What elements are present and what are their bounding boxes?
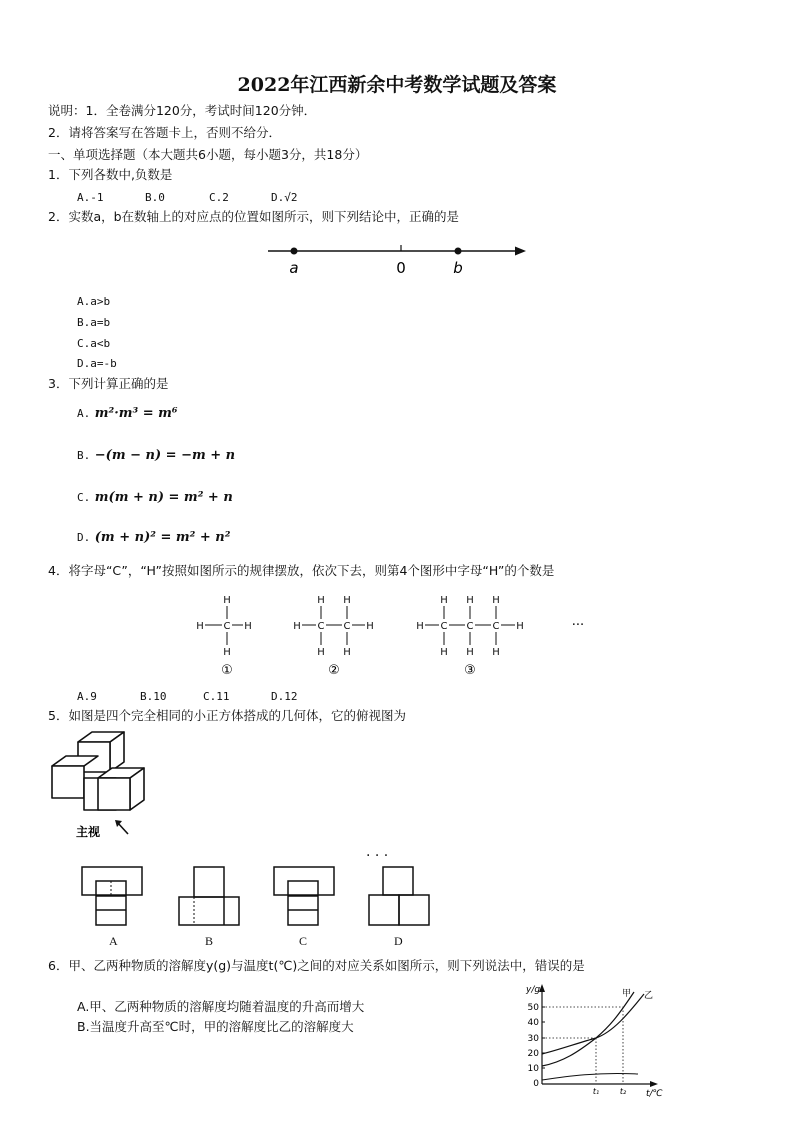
svg-text:H: H	[244, 621, 252, 632]
front-view-label: 主视	[76, 825, 101, 839]
y-tick-10: 10	[527, 1064, 539, 1074]
q2-option-a: A.a>b	[77, 295, 111, 308]
x-tick-t1: t₁	[592, 1087, 600, 1096]
curve-yi	[542, 994, 644, 1054]
question-2-stem: 2．实数a，b在数轴上的对应点的位置如图所示，则下列结论中，正确的是	[48, 209, 460, 224]
svg-text:H: H	[466, 595, 474, 606]
graph-y-label: y/g	[526, 985, 541, 995]
q6-option-b: B.当温度升高至℃时，甲的溶解度比乙的溶解度大	[77, 1019, 354, 1034]
number-line-figure	[260, 238, 540, 280]
q5-option-b-label: B	[205, 934, 214, 948]
svg-text:C: C	[466, 621, 474, 632]
graph-x-label: t/℃	[646, 1089, 663, 1098]
svg-text:H: H	[196, 621, 204, 632]
svg-text:H: H	[223, 595, 231, 606]
y-tick-40: 40	[527, 1018, 539, 1028]
q4-option-b: B.10	[140, 690, 167, 703]
point-a	[291, 248, 298, 255]
q2-option-b: B.a=b	[77, 316, 111, 329]
q1-option-b: B.0	[145, 191, 165, 204]
series-label-yi: 乙	[644, 991, 654, 1001]
figure-label-1: ①	[221, 663, 233, 678]
q3-option-a-letter: A.	[77, 407, 91, 420]
y-tick-30: 30	[527, 1034, 539, 1044]
q3-option-a-expression: m²·m³ = m⁶	[94, 406, 178, 421]
svg-text:H: H	[440, 647, 448, 658]
figure-ellipsis: ···	[571, 618, 585, 633]
curve-jia	[542, 992, 634, 1066]
svg-text:H: H	[466, 647, 474, 658]
q1-option-a: A.-1	[77, 191, 104, 204]
q2-option-d: D.a=-b	[77, 357, 117, 370]
q6-option-a: A.甲、乙两种物质的溶解度均随着温度的升高而增大	[77, 999, 365, 1014]
q3-option-c-letter: C.	[77, 491, 91, 504]
question-6-stem: 6．甲、乙两种物质的溶解度y(g)与温度t(℃)之间的对应关系如图所示，则下列说法中，错误的是	[48, 958, 585, 973]
cubes-solid-figure	[40, 728, 160, 846]
q3-option-b-letter: B.	[77, 449, 91, 462]
molecule-2	[293, 595, 374, 658]
q5-option-c-figure	[272, 865, 336, 927]
q3-option-c-expression: m(m + n) = m² + n	[94, 490, 233, 505]
q5-option-c-label: C	[299, 934, 308, 948]
svg-text:H: H	[343, 647, 351, 658]
point-b	[455, 248, 462, 255]
instructions-line-1: 说明：1．全卷满分120分，考试时间120分钟．	[48, 103, 317, 118]
question-4-stem: 4．将字母“C”，“H”按照如图所示的规律摆放，依次下去，则第4个图形中字母“H”的个数是	[48, 563, 555, 578]
question-3-stem: 3．下列计算正确的是	[48, 376, 169, 391]
svg-text:H: H	[317, 647, 325, 658]
svg-text:H: H	[492, 647, 500, 658]
figure-label-3: ③	[464, 663, 476, 678]
figure-label-2: ②	[328, 663, 340, 678]
label-a: a	[289, 259, 299, 277]
graph-x-arrow	[650, 1081, 658, 1087]
q5-option-a-figure	[80, 865, 144, 927]
svg-text:H: H	[317, 595, 325, 606]
q4-option-c: C.11	[203, 690, 230, 703]
q2-option-c: C.a<b	[77, 337, 111, 350]
q5-option-a-label: A	[109, 934, 118, 948]
q1-option-d: D.√2	[271, 191, 298, 204]
q5-option-d-figure	[367, 865, 431, 927]
section-heading: 一、单项选择题（本大题共6小题，每小题3分，共18分）	[48, 147, 368, 162]
svg-text:H: H	[293, 621, 301, 632]
q3-option-a	[77, 406, 178, 421]
q1-option-c: C.2	[209, 191, 229, 204]
q3-option-b-expression: −(m − n) = −m + n	[94, 448, 236, 463]
svg-text:C: C	[343, 621, 351, 632]
svg-text:H: H	[516, 621, 524, 632]
q4-option-a: A.9	[77, 690, 97, 703]
options-ellipsis: · · ·	[366, 848, 389, 864]
label-b: b	[453, 259, 463, 277]
number-line-arrow	[515, 247, 526, 256]
solubility-graph	[518, 980, 668, 1098]
q3-option-d-expression: (m + n)² = m² + n²	[94, 530, 231, 545]
q5-option-b-figure	[177, 865, 241, 927]
svg-text:H: H	[223, 647, 231, 658]
molecule-pattern-figure	[180, 588, 600, 680]
curve-baseline	[542, 1073, 638, 1080]
svg-text:H: H	[343, 595, 351, 606]
q3-option-d	[77, 530, 230, 545]
svg-text:H: H	[440, 595, 448, 606]
question-1-stem: 1．下列各数中,负数是	[48, 167, 173, 182]
y-tick-50: 50	[527, 1003, 539, 1013]
instructions-line-2: 2．请将答案写在答题卡上，否则不给分．	[48, 125, 281, 140]
question-5-stem: 5．如图是四个完全相同的小正方体搭成的几何体，它的俯视图为	[48, 708, 406, 723]
series-label-jia: 甲	[622, 989, 632, 999]
q3-option-d-letter: D.	[77, 531, 91, 544]
q3-option-b	[77, 448, 235, 463]
svg-text:C: C	[440, 621, 448, 632]
molecule-3	[416, 595, 524, 658]
label-zero: 0	[396, 259, 406, 277]
y-tick-0: 0	[533, 1079, 539, 1089]
svg-text:H: H	[416, 621, 424, 632]
svg-text:C: C	[492, 621, 500, 632]
svg-text:H: H	[492, 595, 500, 606]
svg-text:C: C	[223, 621, 231, 632]
y-tick-20: 20	[527, 1049, 539, 1059]
svg-text:H: H	[366, 621, 374, 632]
q3-option-c	[77, 490, 233, 505]
q4-option-d: D.12	[271, 690, 298, 703]
x-tick-t2: t₂	[619, 1087, 627, 1096]
q5-option-d-label: D	[394, 934, 403, 948]
svg-text:C: C	[317, 621, 325, 632]
page-title: 2022年江西新余中考数学试题及答案	[237, 74, 557, 96]
molecule-1	[196, 595, 252, 658]
